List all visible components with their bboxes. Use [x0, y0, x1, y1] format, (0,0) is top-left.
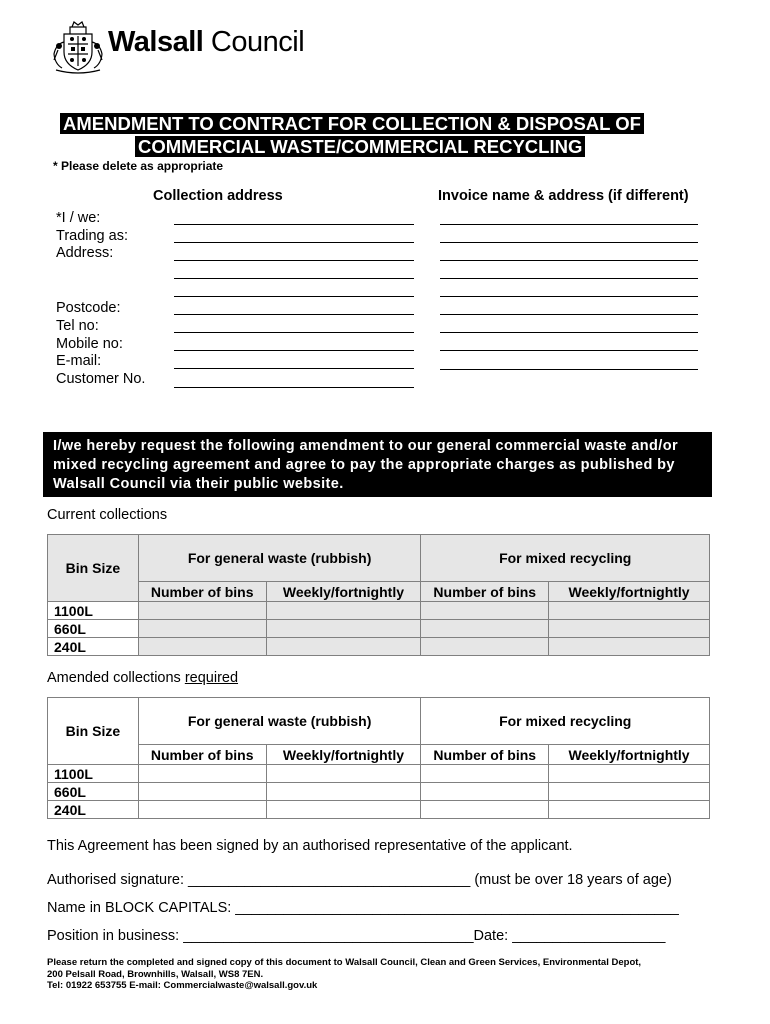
cell-input[interactable] — [266, 620, 421, 638]
collection-line-address-2[interactable] — [174, 278, 414, 279]
cell-input[interactable] — [549, 638, 710, 656]
cell-input[interactable] — [138, 602, 266, 620]
mixed-number-of-bins-header: Number of bins — [421, 745, 549, 765]
mixed-weekly-fortnightly-header: Weekly/fortnightly — [549, 745, 710, 765]
bin-size-240l: 240L — [48, 638, 139, 656]
cell-input[interactable] — [266, 602, 421, 620]
collection-line-customer-no[interactable] — [174, 387, 414, 388]
label-i-we: *I / we: — [56, 210, 101, 226]
cell-input[interactable] — [138, 783, 266, 801]
bin-size-240l: 240L — [48, 801, 139, 819]
collection-line-trading-as[interactable] — [174, 242, 414, 243]
mixed-recycling-header: For mixed recycling — [421, 698, 710, 745]
cell-input[interactable] — [549, 801, 710, 819]
invoice-line-6[interactable] — [440, 314, 698, 315]
cell-input[interactable] — [138, 765, 266, 783]
form-title-line-2: COMMERCIAL WASTE/COMMERCIAL RECYCLING — [135, 136, 585, 157]
cell-input[interactable] — [138, 620, 266, 638]
footer-line-3: Tel: 01922 653755 E-mail: Commercialwaste@walsall.gov.uk — [47, 980, 318, 991]
agreement-statement: This Agreement has been signed by an authorised representative of the applicant. — [47, 838, 573, 854]
cell-input[interactable] — [421, 765, 549, 783]
general-weekly-fortnightly-header: Weekly/fortnightly — [266, 745, 421, 765]
return-instructions — [47, 957, 641, 992]
table-row — [48, 602, 710, 620]
agreement-banner — [43, 432, 712, 497]
general-number-of-bins-header: Number of bins — [138, 582, 266, 602]
cell-input[interactable] — [421, 801, 549, 819]
bin-size-660l: 660L — [48, 783, 139, 801]
mixed-number-of-bins-header: Number of bins — [421, 582, 549, 602]
table-row — [48, 638, 710, 656]
cell-input[interactable] — [549, 783, 710, 801]
table-row — [48, 783, 710, 801]
collection-line-address-1[interactable] — [174, 260, 414, 261]
general-number-of-bins-header: Number of bins — [138, 745, 266, 765]
table-row — [48, 620, 710, 638]
cell-input[interactable] — [266, 638, 421, 656]
invoice-line-4[interactable] — [440, 278, 698, 279]
invoice-address-heading: Invoice name & address (if different) — [438, 188, 689, 204]
footer-line-1: Please return the completed and signed copy of this document to Walsall Council, Clean and Green Services, Environmental Depot, — [47, 957, 642, 968]
invoice-line-1[interactable] — [440, 224, 698, 225]
mixed-recycling-header: For mixed recycling — [421, 535, 710, 582]
amended-collections-label: Amended collections required — [47, 670, 239, 686]
form-title-line-1: AMENDMENT TO CONTRACT FOR COLLECTION & DISPOSAL OF — [60, 113, 644, 134]
council-name: Walsall Council — [108, 26, 305, 58]
bin-size-1100l: 1100L — [48, 602, 139, 620]
council-crest-icon — [50, 20, 106, 76]
invoice-line-2[interactable] — [440, 242, 698, 243]
banner-line-2: mixed recycling agreement and agree to pay the appropriate charges as published by — [53, 457, 675, 473]
mixed-weekly-fortnightly-header: Weekly/fortnightly — [549, 582, 710, 602]
label-postcode: Postcode: — [56, 300, 121, 316]
cell-input[interactable] — [549, 620, 710, 638]
collection-line-address-3[interactable] — [174, 296, 414, 297]
label-address: Address: — [56, 245, 114, 261]
label-customer-no: Customer No. — [56, 371, 146, 387]
invoice-line-3[interactable] — [440, 260, 698, 261]
cell-input[interactable] — [421, 602, 549, 620]
bin-size-header: Bin Size — [48, 698, 139, 765]
cell-input[interactable] — [421, 620, 549, 638]
cell-input[interactable] — [266, 765, 421, 783]
current-collections-label: Current collections — [47, 507, 168, 523]
collection-line-email[interactable] — [174, 368, 414, 369]
cell-input[interactable] — [421, 638, 549, 656]
label-trading-as: Trading as: — [56, 228, 128, 244]
general-waste-header: For general waste (rubbish) — [138, 535, 421, 582]
collection-line-i-we[interactable] — [174, 224, 414, 225]
position-date-field[interactable]: Position in business: ____________________________________Date: ___________________ — [47, 928, 666, 944]
invoice-line-9[interactable] — [440, 369, 698, 370]
general-weekly-fortnightly-header: Weekly/fortnightly — [266, 582, 421, 602]
invoice-line-7[interactable] — [440, 332, 698, 333]
cell-input[interactable] — [549, 602, 710, 620]
banner-line-3: Walsall Council via their public website. — [53, 476, 344, 492]
cell-input[interactable] — [421, 783, 549, 801]
label-mobile-no: Mobile no: — [56, 336, 123, 352]
collection-line-postcode[interactable] — [174, 314, 414, 315]
delete-note: * Please delete as appropriate — [53, 159, 224, 173]
council-logo — [50, 20, 305, 76]
bin-size-660l: 660L — [48, 620, 139, 638]
collection-address-heading: Collection address — [153, 188, 283, 204]
label-tel-no: Tel no: — [56, 318, 99, 334]
block-capitals-name-field[interactable]: Name in BLOCK CAPITALS: _______________________________________________________ — [47, 900, 679, 916]
cell-input[interactable] — [549, 765, 710, 783]
collection-line-tel[interactable] — [174, 332, 414, 333]
invoice-line-5[interactable] — [440, 296, 698, 297]
collection-line-mobile[interactable] — [174, 350, 414, 351]
authorised-signature-field[interactable]: Authorised signature: ___________________________________ (must be over 18 years of age) — [47, 872, 672, 888]
cell-input[interactable] — [138, 638, 266, 656]
bin-size-header: Bin Size — [48, 535, 139, 602]
cell-input[interactable] — [266, 783, 421, 801]
cell-input[interactable] — [138, 801, 266, 819]
general-waste-header: For general waste (rubbish) — [138, 698, 421, 745]
invoice-line-8[interactable] — [440, 350, 698, 351]
banner-line-1: I/we hereby request the following amendment to our general commercial waste and/or — [53, 438, 679, 454]
label-email: E-mail: — [56, 353, 102, 369]
amended-collections-table — [47, 697, 710, 819]
table-row — [48, 765, 710, 783]
bin-size-1100l: 1100L — [48, 765, 139, 783]
footer-line-2: 200 Pelsall Road, Brownhills, Walsall, WS8 7EN. — [47, 968, 264, 980]
current-collections-table — [47, 534, 710, 656]
cell-input[interactable] — [266, 801, 421, 819]
table-row — [48, 801, 710, 819]
